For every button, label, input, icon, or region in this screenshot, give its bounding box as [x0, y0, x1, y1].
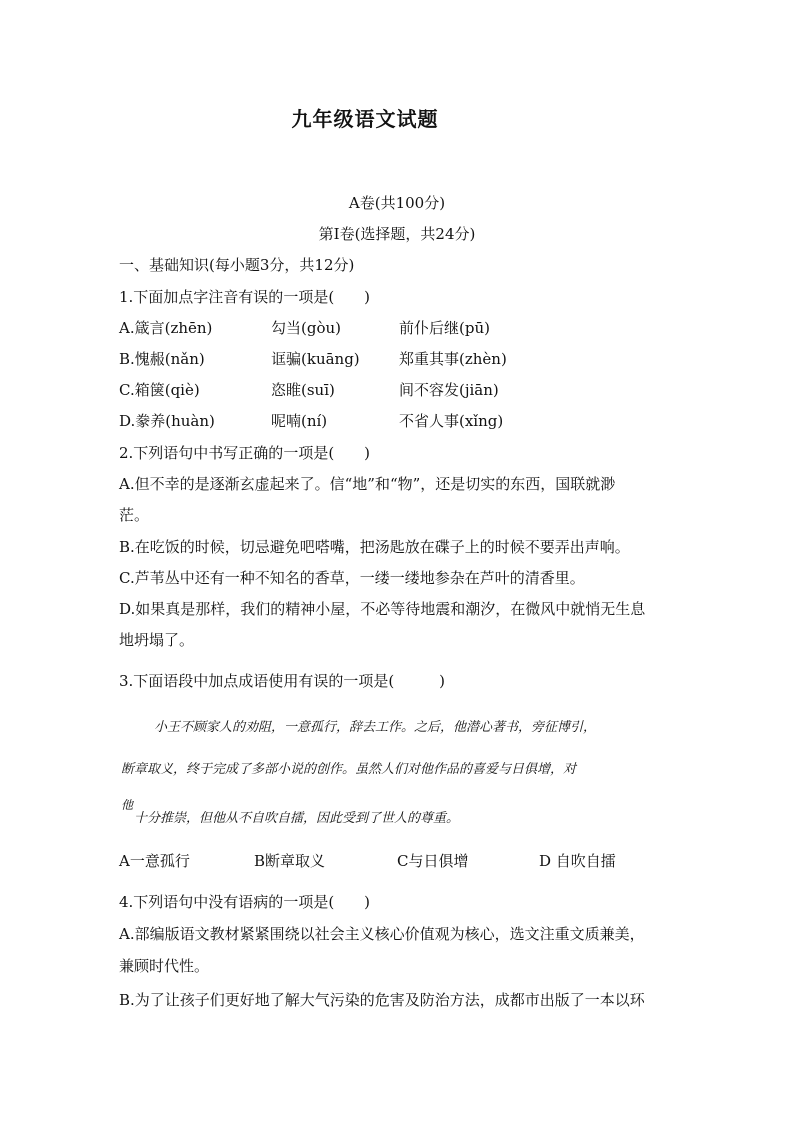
option-cell: 前仆后继(pū): [399, 319, 490, 337]
part-one-heading: 第Ⅰ卷(选择题，共24分): [318, 225, 476, 243]
question-3-passage-line: 小王不顾家人的劝阻，一意孤行，辞去工作。之后，他潜心著书，旁征博引，: [154, 720, 597, 735]
choice-b: B断章取义: [254, 852, 326, 870]
option-cell: 郑重其事(zhèn): [399, 350, 507, 368]
option-cell: A.箴言(zhēn): [119, 319, 213, 337]
question-2-option-d: D.如果真是那样，我们的精神小屋，不必等待地震和潮汐，在微风中就悄无生息: [119, 600, 646, 618]
choice-a: A一意孤行: [119, 852, 190, 870]
question-3-passage-line: 断章取义，终于完成了多部小说的创作。虽然人们对他作品的喜爱与日俱增，对: [121, 762, 577, 777]
option-cell: 恣睢(suī): [271, 381, 335, 399]
question-2-option-a: A.但不幸的是逐渐玄虚起来了。信“地”和“物”，还是切实的东西，国联就渺: [119, 475, 616, 493]
question-2-option-c: C.芦苇丛中还有一种不知名的香草，一缕一缕地参杂在芦叶的清香里。: [119, 569, 585, 587]
option-cell: C.箱箧(qiè): [119, 381, 200, 399]
option-cell: 诓骗(kuāng): [271, 350, 360, 368]
page-title: 九年级语文试题: [291, 107, 439, 131]
question-3-passage-fragment: 他: [121, 798, 134, 812]
question-4-option-b: B.为了让孩子们更好地了解大气污染的危害及防治方法，成都市出版了一本以环: [119, 991, 645, 1009]
question-4-stem: 4.下列语句中没有语病的一项是( ): [119, 893, 371, 911]
option-cell: 间不容发(jiān): [399, 381, 499, 399]
question-2-stem: 2.下列语句中书写正确的一项是( ): [119, 444, 371, 462]
question-2-option-b: B.在吃饭的时候，切忌避免吧嗒嘴，把汤匙放在碟子上的时候不要弄出声响。: [119, 538, 630, 556]
choice-c: C与日俱增: [397, 852, 469, 870]
question-4-option-a: A.部编版语文教材紧紧围绕以社会主义核心价值观为核心，选文注重文质兼美，: [119, 925, 645, 943]
question-2-option-d-cont: 地坍塌了。: [119, 631, 195, 649]
question-1-stem: 1.下面加点字注音有误的一项是( ): [119, 288, 371, 306]
option-cell: B.愧赧(nǎn): [119, 350, 205, 368]
question-3-passage-line: 十分推崇，但他从不自吹自擂，因此受到了世人的尊重。: [134, 811, 460, 826]
option-cell: 不省人事(xǐng): [399, 412, 504, 430]
option-cell: D.豢养(huàn): [119, 412, 215, 430]
choice-d: D 自吹自擂: [539, 852, 616, 870]
section-a-heading: A卷(共100分): [348, 194, 446, 212]
question-3-stem: 3.下面语段中加点成语使用有误的一项是( ): [119, 672, 446, 690]
option-cell: 勾当(gòu): [271, 319, 341, 337]
option-cell: 呢喃(ní): [271, 412, 328, 430]
question-4-option-a-cont: 兼顾时代性。: [119, 957, 210, 975]
part-heading: 一、基础知识(每小题3分，共12分): [119, 256, 355, 274]
question-2-option-a-cont: 茫。: [119, 506, 150, 524]
